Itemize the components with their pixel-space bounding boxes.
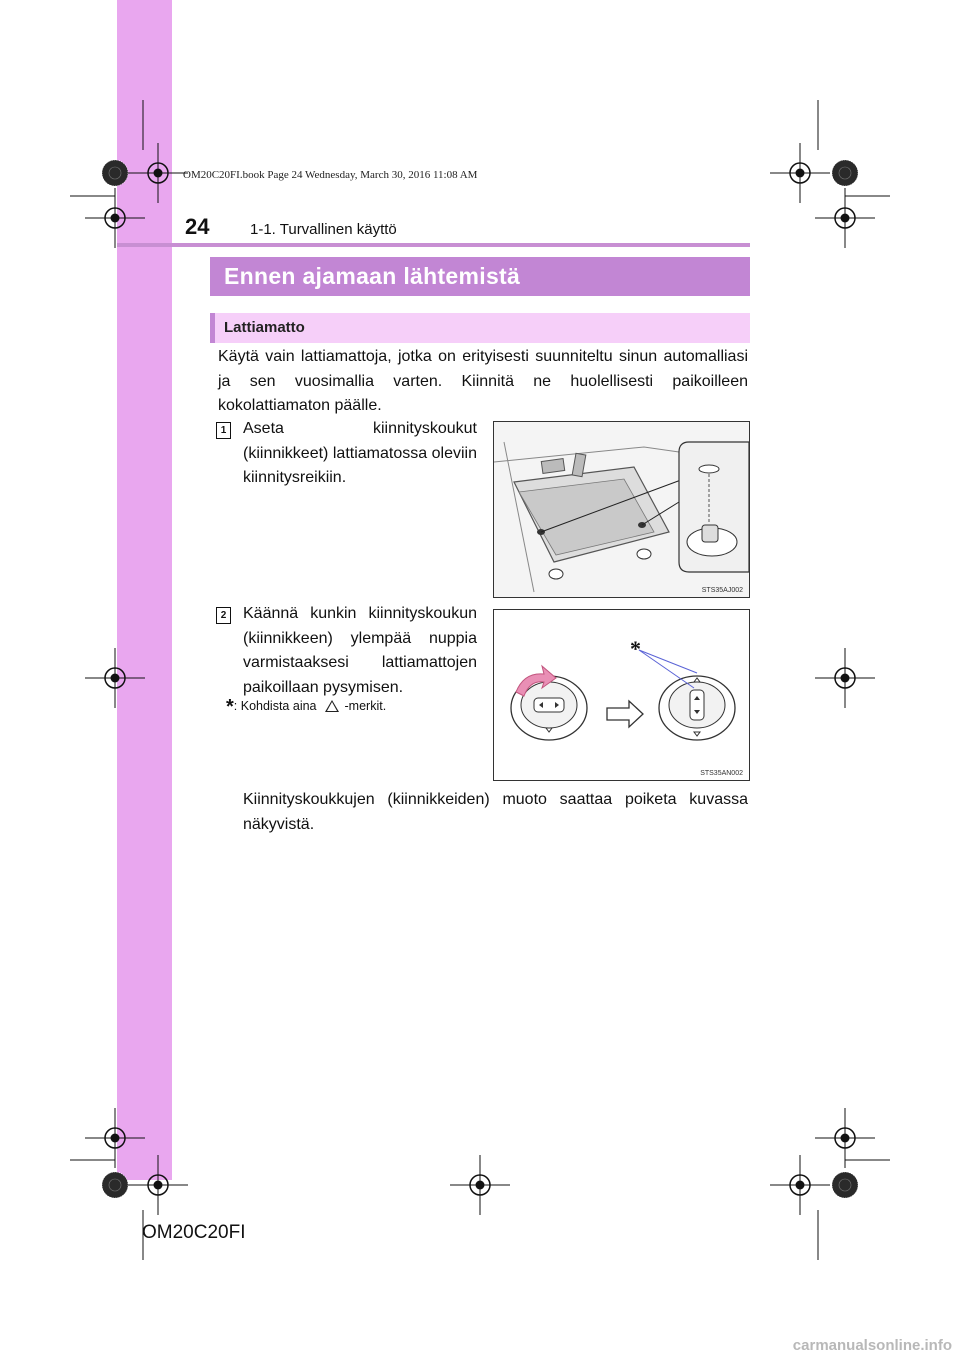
- book-info-line: OM20C20FI.book Page 24 Wednesday, March 30, 2016 11:08 AM: [183, 169, 478, 181]
- triangle-mark-icon: [325, 700, 339, 712]
- turn-knob-illustration: [494, 610, 749, 780]
- figure-floor-mat: [493, 421, 750, 598]
- watermark: carmanualsonline.info: [792, 1337, 952, 1354]
- closing-paragraph: Kiinnityskoukkujen (kiinnikkeiden) muoto saattaa poiketa kuvassa näkyvistä.: [243, 791, 748, 833]
- step-number-1: 1: [216, 422, 231, 439]
- sub-heading-text: Lattiamatto: [224, 319, 305, 336]
- floor-mat-illustration: [494, 422, 749, 597]
- figure-1-code: STS35AJ002: [701, 587, 743, 594]
- intro-paragraph: Käytä vain lattiamattoja, jotka on erityisesti suunniteltu sinun automalliasi ja sen vuosimallia varten. Kiinnitä ne huolellisesti paikoilleen kokolattiamaton päälle.: [218, 348, 748, 414]
- step-number-2: 2: [216, 607, 231, 624]
- note-suffix: -merkit.: [344, 699, 387, 713]
- figure-2-asterisk: *: [630, 636, 641, 661]
- step-1-text: Aseta kiinnityskoukut (kiinnikkeet) lattiamatossa oleviin kiinnitysreikiin.: [243, 420, 477, 486]
- note-prefix: : Kohdista aina: [233, 699, 317, 713]
- step-2-text: Käännä kunkin kiinnityskoukun (kiinnikkeen) ylempää nuppia varmistaaksesi lattiamattojen paikoillaan pysymisen.: [243, 605, 477, 696]
- main-heading: [210, 257, 750, 296]
- section-title: 1-1. Turvallinen käyttö: [250, 221, 397, 238]
- figure-turn-knob: [493, 609, 750, 781]
- main-heading-text: Ennen ajamaan lähtemistä: [224, 263, 521, 289]
- page-number: 24: [185, 214, 210, 239]
- asterisk-note: [226, 693, 386, 716]
- sub-heading: [210, 313, 750, 343]
- footer-code: OM20C20FI: [142, 1222, 246, 1243]
- note-asterisk: *: [226, 696, 234, 718]
- figure-2-code: STS35AN002: [700, 770, 743, 777]
- header-rule: [117, 243, 750, 247]
